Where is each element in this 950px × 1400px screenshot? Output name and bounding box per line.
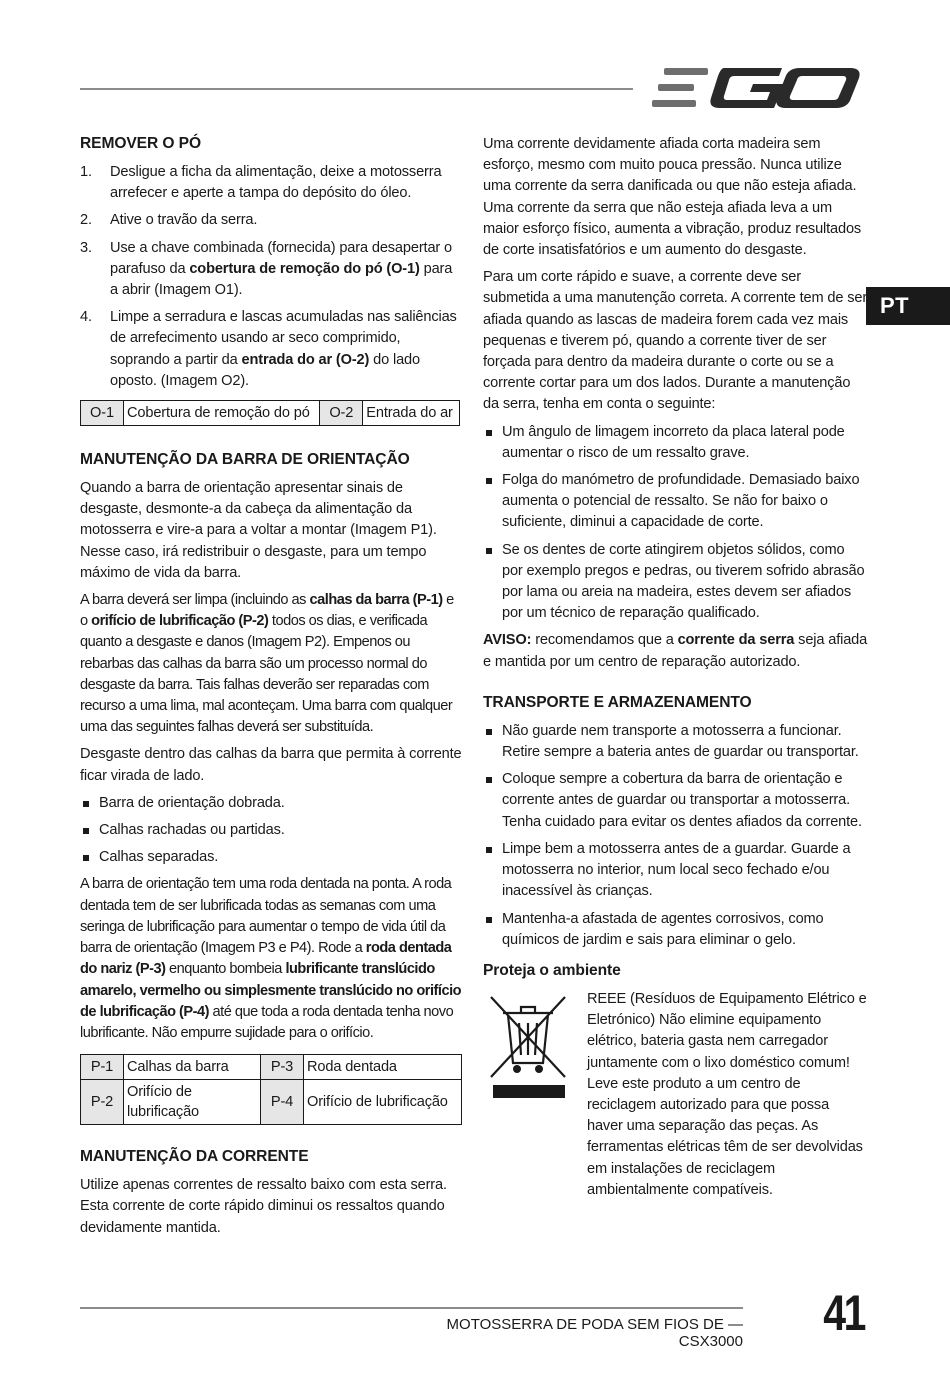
step-text: Limpe a serradura e lascas acumuladas nas saliências de arrefecimento usando ar seco comprimido, soprando a partir da: [110, 309, 457, 368]
list-item: Um ângulo de limagem incorreto da placa lateral pode aumentar o risco de um ressalto grave.: [483, 422, 868, 464]
list-item: [80, 162, 462, 204]
table-cell: P-3: [261, 1055, 304, 1080]
step-text: do lado oposto. (Imagem O2).: [110, 351, 420, 389]
left-column: [80, 134, 462, 1245]
bullet-list: [80, 793, 462, 869]
table-cell: Orifício de lubrificação: [124, 1080, 261, 1125]
list-item: Mantenha-a afastada de agentes corrosivos, como químicos de jardim e sais para eliminar o gelo.: [483, 909, 868, 951]
step-text: Desligue a ficha da alimentação, deixe a motosserra arrefecer e aperte a tampa do depósito do óleo.: [110, 164, 442, 202]
list-item: Folga do manómetro de profundidade. Demasiado baixo aumenta o potencial de ressalto. Se não for baixo o suficiente, diminui a capacidade de corte.: [483, 470, 868, 534]
step-text: Ative o travão da serra.: [110, 212, 258, 229]
table-row: [81, 401, 460, 426]
ego-logo: [650, 62, 862, 114]
list-item: Calhas separadas.: [80, 847, 462, 868]
step-number: 4.: [80, 309, 92, 326]
section-title-barra: MANUTENÇÃO DA BARRA DE ORIENTAÇÃO: [80, 451, 410, 469]
table-cell: Entrada do ar: [363, 401, 460, 426]
steps-list: [80, 162, 462, 392]
paragraph: A barra deverá ser limpa (incluindo as calhas da barra (P-1) e o orifício de lubrificação (P-2) todos os dias, e verificada quanto a desgaste e danos (Imagem P2). Empenos ou rebarbas das calhas da barra são um processo normal do desgaste da barra. Tais falhas deverão ser reparadas com recurso a uma lima, mal aconteçam. Uma barra com qualquer uma das seguintes falhas deverá ser substituída.: [80, 592, 454, 736]
step-number: 3.: [80, 239, 92, 256]
section-title-remover-po: REMOVER O PÓ: [80, 135, 201, 152]
warning-paragraph: AVISO: recomendamos que a corrente da serra seja afiada e mantida por um centro de reparação autorizado.: [483, 632, 868, 670]
list-item: [80, 238, 462, 302]
table-cell: O-2: [320, 401, 363, 426]
list-item: Barra de orientação dobrada.: [80, 793, 462, 814]
bullet-list: [483, 721, 868, 951]
header-rule: [80, 88, 633, 90]
step-bold: cobertura de remoção do pó (O-1): [189, 260, 420, 277]
table-cell: P-4: [261, 1080, 304, 1125]
section-title-corrente: MANUTENÇÃO DA CORRENTE: [80, 1148, 309, 1166]
table-cell: P-2: [81, 1080, 124, 1125]
paragraph: Desgaste dentro das calhas da barra que permita à corrente ficar virada de lado.: [80, 746, 462, 784]
language-tab: PT: [866, 287, 950, 325]
step-number: 2.: [80, 212, 92, 229]
table-cell: Orifício de lubrificação: [304, 1080, 462, 1125]
table-cell: Cobertura de remoção do pó: [124, 401, 320, 426]
weee-block: [483, 989, 868, 1201]
list-item: Não guarde nem transporte a motosserra a funcionar. Retire sempre a bateria antes de guardar ou transportar.: [483, 721, 868, 763]
footer-title: MOTOSSERRA DE PODA SEM FIOS DE — CSX3000: [446, 1316, 743, 1350]
step-text: Use a chave combinada (fornecida) para desapertar o parafuso da: [110, 239, 452, 277]
table-cell: Roda dentada: [304, 1055, 462, 1080]
list-item: [80, 307, 462, 392]
right-column: [483, 134, 868, 1201]
paragraph: Utilize apenas correntes de ressalto baixo com esta serra. Esta corrente de corte rápido diminui os ressaltos quando devidamente mantida.: [80, 1177, 447, 1236]
bullet-list: [483, 422, 868, 625]
section-title-transporte: TRANSPORTE E ARMAZENAMENTO: [483, 693, 752, 711]
list-item: Se os dentes de corte atingirem objetos sólidos, como por exemplo pregos e pedras, ou tiverem sofrido abrasão por lama ou areia na madeira, estes devem ser afiados por um técnico de reparação qualificado.: [483, 540, 868, 625]
list-item: Limpe bem a motosserra antes de a guardar. Guarde a motosserra no interior, num local seco fechado e/ou inacessível às crianças.: [483, 839, 868, 903]
paragraph: Quando a barra de orientação apresentar sinais de desgaste, desmonte-a da cabeça da alimentação da motosserra e vire-a para a voltar a montar (Imagem P1). Nesse caso, irá redistribuir o desgaste, para um tempo máximo de vida da barra.: [80, 480, 437, 581]
table-cell: P-1: [81, 1055, 124, 1080]
parts-table-p: [80, 1054, 462, 1125]
paragraph: Para um corte rápido e suave, a corrente deve ser submetida a uma manutenção correta. A corrente tem de ser afiada quando as lascas de madeira forem cada vez mais pequenas e tiverem pó, quando a corrente tiver de ser forçada para dentro da madeira durante o corte ou se a corrente cortar para um dos lados. Durante a manutenção da serra, tenha em conta o seguinte:: [483, 269, 868, 413]
table-cell: O-1: [81, 401, 124, 426]
table-cell: Calhas da barra: [124, 1055, 261, 1080]
table-row: [81, 1055, 462, 1080]
warning-label: AVISO:: [483, 632, 532, 649]
table-row: [81, 1080, 462, 1125]
list-item: Calhas rachadas ou partidas.: [80, 820, 462, 841]
paragraph: Uma corrente devidamente afiada corta madeira sem esforço, mesmo com muito pouca pressão. Nunca utilize uma corrente da serra danificada ou que não esteja afiada. Uma corrente da serra que não esteja afiada leva a um maior esforço físico, aumenta a vibração, produz resultados de corte insatisfatórios e um aumento do desgaste.: [483, 136, 862, 259]
weee-text: REEE (Resíduos de Equipamento Elétrico e Eletrónico) Não elimine equipamento elétrico, bateria gasta nem carregador juntamente com o lixo doméstico comum! Leve este produto a um centro de reciclagem autorizado para que possa haver uma separação das peças. As ferramentas elétricas têm de ser devolvidas em instalações de reciclagem ambientalmente compatíveis.: [587, 990, 867, 1198]
crossed-bin-icon: [483, 989, 573, 1099]
paragraph: A barra de orientação tem uma roda dentada na ponta. A roda dentada tem de ser lubrificada todas as semanas com uma seringa de lubrificação para aumentar o tempo de vida útil da barra de orientação (Imagem P3 e P4). Rode a roda dentada do nariz (P-3) enquanto bombeia lubrificante translúcido amarelo, vermelho ou simplesmente translúcido no orifício de lubrificação (P-4) até que toda a roda dentada tenha novo lubrificante. Não empurre sujidade para o orifício.: [80, 876, 462, 1041]
footer-rule: [80, 1307, 743, 1309]
step-bold: entrada do ar (O-2): [241, 351, 370, 368]
step-text: para a abrir (Imagem O1).: [110, 260, 453, 299]
page-number: 41: [823, 1285, 864, 1341]
parts-table-o: [80, 400, 460, 426]
list-item: [80, 210, 462, 231]
section-title-ambiente: Proteja o ambiente: [483, 961, 621, 979]
list-item: Coloque sempre a cobertura da barra de orientação e corrente antes de guardar ou transportar a motosserra. Tenha cuidado para evitar os dentes afiados da corrente.: [483, 769, 868, 833]
step-number: 1.: [80, 164, 92, 180]
